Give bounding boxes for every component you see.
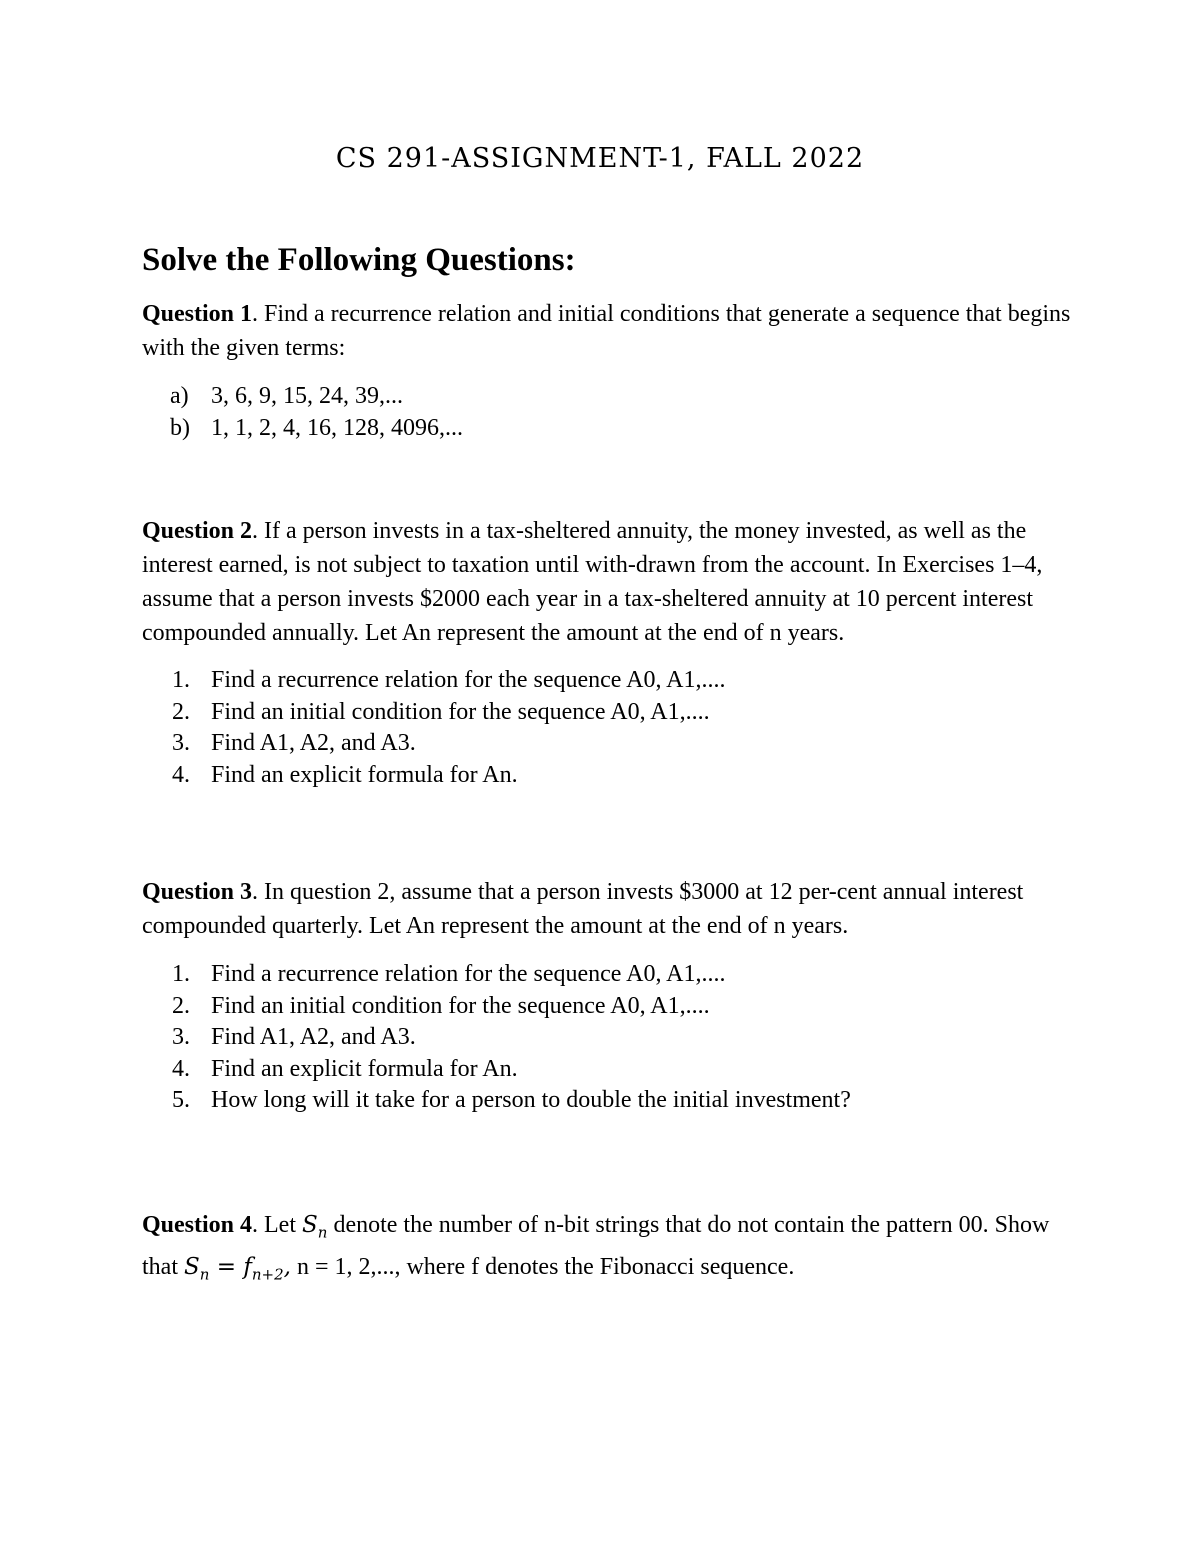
question-4 <box>142 1208 1072 1291</box>
section-heading: Solve the Following Questions: <box>142 242 576 278</box>
list-marker: 5. <box>172 1087 190 1113</box>
math-subscript: n <box>317 1223 328 1242</box>
question-3-text: . In question 2, assume that a person invests $3000 at 12 per-cent annual interest compounded quarterly. Let An represent the amount at the end of n years. <box>142 879 1024 939</box>
question-4-text-3: n = 1, 2,..., where f denotes the Fibonacci sequence. <box>290 1253 795 1280</box>
question-2 <box>142 514 1072 791</box>
question-2-label: Question 2 <box>142 518 253 544</box>
question-2-list <box>142 665 1072 791</box>
math-subscript: n+2 <box>251 1265 284 1284</box>
math-equation <box>184 1253 291 1284</box>
list-item <box>142 665 1072 697</box>
list-item-text: Find an initial condition for the sequence A0, A1,.... <box>211 698 710 725</box>
list-marker: 4. <box>172 1055 190 1082</box>
question-3-list <box>142 959 1072 1117</box>
question-3-prompt <box>142 875 1072 943</box>
question-2-prompt <box>142 514 1072 650</box>
question-1-label: Question 1 <box>142 301 253 327</box>
question-4-text-1: . Let <box>252 1212 302 1238</box>
math-symbol: , <box>283 1253 291 1280</box>
question-2-text: . If a person invests in a tax-sheltered annuity, the money invested, as well as the interest earned, is not subject to taxation until with-drawn from the account. In Exercises 1–4, assume that a person invests $2000 each year in a tax-sheltered annuity at 10 percent interest compounded annually. Let An represent the amount at the end of n years. <box>142 518 1043 646</box>
document-title: CS 291-ASSIGNMENT-1, FALL 2022 <box>335 143 865 174</box>
list-item-text: Find A1, A2, and A3. <box>211 1024 416 1050</box>
list-marker: 2. <box>172 992 190 1019</box>
list-marker: 1. <box>172 667 190 693</box>
question-4-text-2: denote the number of n-bit strings that do not contain the pattern 00. Show that <box>142 1212 1050 1280</box>
list-item <box>142 991 1072 1023</box>
list-item <box>142 381 1072 413</box>
list-item-text: How long will it take for a person to double the initial investment? <box>211 1087 851 1113</box>
math-symbol: S <box>302 1212 318 1238</box>
list-item <box>142 1085 1072 1117</box>
math-subscript: n <box>199 1265 210 1284</box>
question-1-list <box>142 381 1072 444</box>
list-marker: 3. <box>172 730 190 756</box>
list-item <box>142 1022 1072 1054</box>
list-item-text: Find a recurrence relation for the sequence A0, A1,.... <box>211 961 726 987</box>
question-1-text: . Find a recurrence relation and initial conditions that generate a sequence that begins with the given terms: <box>142 301 1071 361</box>
list-marker: a) <box>170 383 189 409</box>
list-marker: 2. <box>172 698 190 725</box>
list-item-text: Find an explicit formula for An. <box>211 761 518 788</box>
list-item-text: 3, 6, 9, 15, 24, 39,... <box>211 383 403 409</box>
list-item-text: Find a recurrence relation for the sequence A0, A1,.... <box>211 667 726 693</box>
list-item <box>142 760 1072 792</box>
math-s-n <box>302 1212 328 1242</box>
list-item-text: 1, 1, 2, 4, 16, 128, 4096,... <box>211 414 463 441</box>
list-marker: 1. <box>172 961 190 987</box>
list-marker: 4. <box>172 761 190 788</box>
question-4-prompt <box>142 1208 1072 1291</box>
list-item-text: Find an explicit formula for An. <box>211 1055 518 1082</box>
question-3-label: Question 3 <box>142 879 253 905</box>
list-marker: 3. <box>172 1024 190 1050</box>
list-item-text: Find an initial condition for the sequence A0, A1,.... <box>211 992 710 1019</box>
list-item-text: Find A1, A2, and A3. <box>211 730 416 756</box>
question-3 <box>142 875 1072 1117</box>
list-item <box>142 728 1072 760</box>
question-1 <box>142 297 1072 444</box>
question-1-prompt <box>142 297 1072 365</box>
list-marker: b) <box>170 414 190 441</box>
list-item <box>142 1054 1072 1086</box>
list-item <box>142 697 1072 729</box>
list-item <box>142 413 1072 445</box>
math-symbol: S <box>184 1253 200 1280</box>
math-symbol: = f <box>209 1253 252 1280</box>
question-4-label: Question 4 <box>142 1212 253 1238</box>
list-item <box>142 959 1072 991</box>
